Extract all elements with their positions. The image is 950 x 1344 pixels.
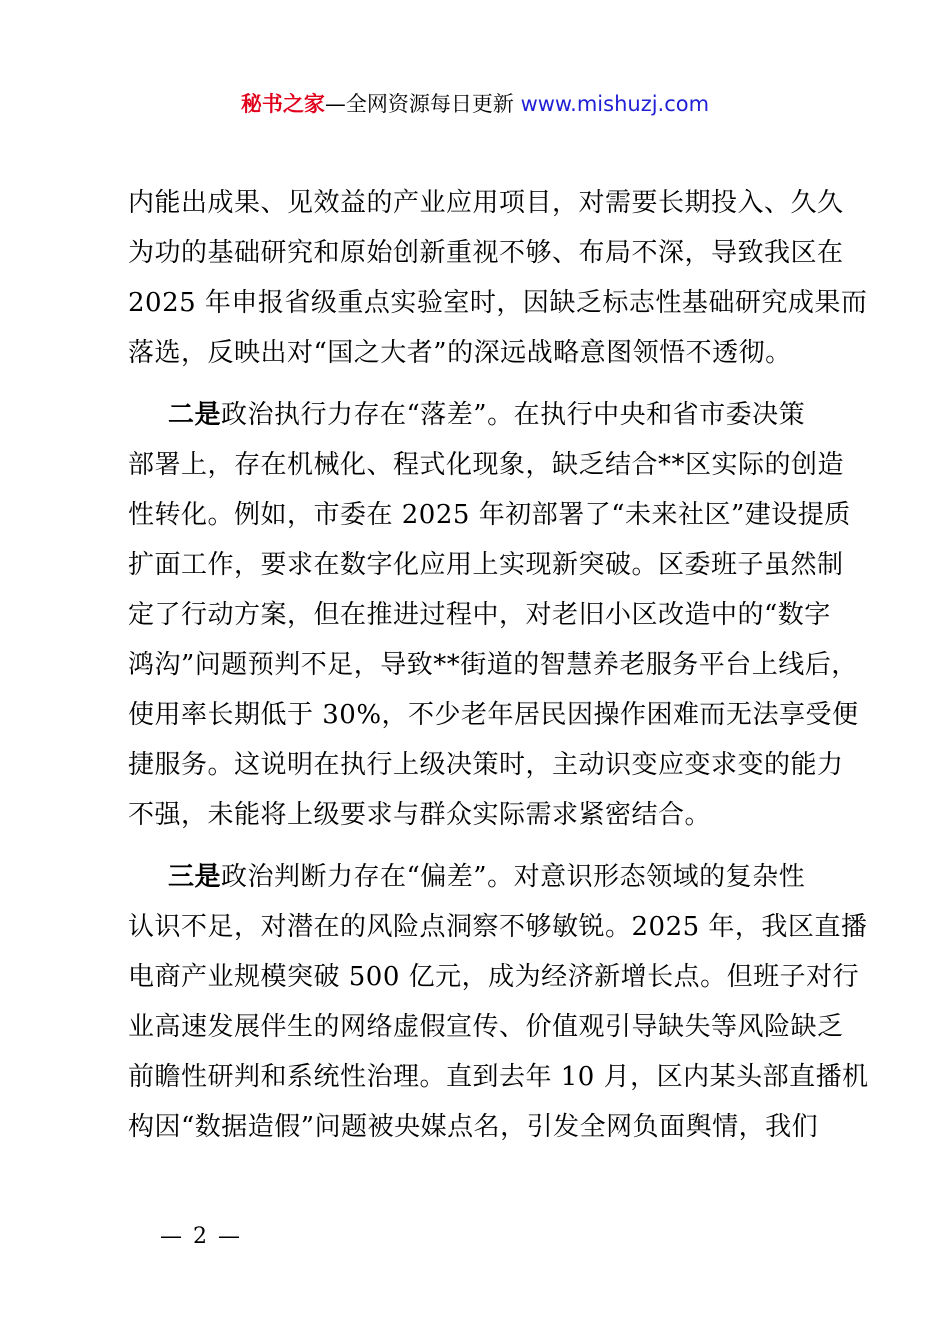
text-line: 扩面工作，要求在数字化应用上实现新突破。区委班子虽然制 — [128, 550, 844, 580]
text-line: 捷服务。这说明在执行上级决策时，主动识变应变求变的能力 — [128, 750, 844, 780]
paragraph-2 — [128, 390, 859, 840]
paragraph-3 — [128, 852, 869, 1152]
page-number: — 2 — — [160, 1224, 242, 1249]
text-line: 内能出成果、见效益的产业应用项目，对需要长期投入、久久 — [128, 188, 844, 218]
text-line: 业高速发展伴生的网络虚假宣传、价值观引导缺失等风险缺乏 — [128, 1012, 844, 1042]
text-line: 部署上，存在机械化、程式化现象，缺乏结合**区实际的创造 — [128, 450, 845, 480]
paragraph-first-line: 政治执行力存在“落差”。在执行中央和省市委决策 — [221, 400, 806, 430]
text-line: 为功的基础研究和原始创新重视不够、布局不深，导致我区在 — [128, 238, 844, 268]
paragraph-first-line: 政治判断力存在“偏差”。对意识形态领域的复杂性 — [221, 862, 806, 892]
text-line — [128, 390, 833, 440]
text-line: 认识不足，对潜在的风险点洞察不够敏锐。2025 年，我区直播 — [128, 912, 868, 942]
text-line: 不强，未能将上级要求与群众实际需求紧密结合。 — [128, 800, 712, 830]
text-line: 前瞻性研判和系统性治理。直到去年 10 月，区内某头部直播机 — [128, 1062, 869, 1092]
text-line: 落选，反映出对“国之大者”的深远战略意图领悟不透彻。 — [128, 338, 792, 368]
text-line: 使用率长期低于 30%，不少老年居民因操作困难而无法享受便 — [128, 700, 859, 730]
text-line: 定了行动方案，但在推进过程中，对老旧小区改造中的“数字 — [128, 600, 831, 630]
brand-name: 秘书之家 — [240, 92, 325, 116]
paragraph-gap — [128, 378, 833, 390]
header-tagline: —全网资源每日更新 — [324, 92, 514, 116]
paragraph-lead: 二是 — [168, 400, 222, 430]
text-line: 鸿沟”问题预判不足，导致**街道的智慧养老服务平台上线后， — [128, 650, 858, 680]
text-line: 构因“数据造假”问题被央媒点名，引发全网负面舆情，我们 — [128, 1112, 819, 1142]
paragraph-gap — [128, 840, 833, 852]
site-header — [0, 88, 950, 120]
text-line — [128, 852, 833, 902]
paragraph-1 — [128, 178, 868, 378]
document-body — [128, 178, 869, 1152]
paragraph-lead: 三是 — [168, 862, 222, 892]
text-line: 电商产业规模突破 500 亿元，成为经济新增长点。但班子对行 — [128, 962, 860, 992]
text-line: 性转化。例如，市委在 2025 年初部署了“未来社区”建设提质 — [128, 500, 851, 530]
text-line: 2025 年申报省级重点实验室时，因缺乏标志性基础研究成果而 — [128, 288, 868, 318]
site-url-link[interactable]: www.mishuzj.com — [520, 92, 710, 116]
